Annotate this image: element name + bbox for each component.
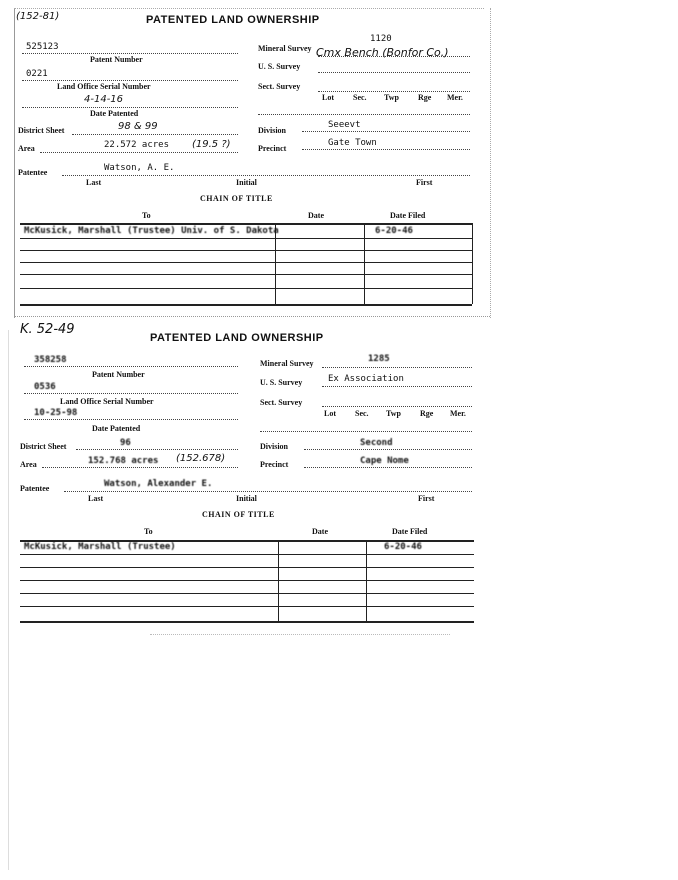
sect-survey-blank-line: [258, 114, 470, 115]
chain-header-to: To: [144, 527, 153, 536]
patentee-line: [62, 175, 470, 176]
area-label: Area: [20, 460, 37, 469]
card-1-right-edge: [490, 8, 491, 318]
sect-col-lot: Lot: [322, 93, 334, 102]
chain-row-line: [20, 593, 474, 594]
us-survey-label: U. S. Survey: [258, 62, 301, 71]
date-patented-line: [24, 419, 238, 420]
chain-header-date: Date: [308, 211, 324, 220]
name-part-initial: Initial: [236, 494, 257, 503]
name-part-initial: Initial: [236, 178, 257, 187]
card-1-bottom-edge: [14, 316, 490, 317]
chain-of-title-heading: CHAIN OF TITLE: [202, 510, 275, 519]
district-sheet-line: [76, 449, 238, 450]
patent-number-line: [22, 53, 238, 54]
patent-number-label: Patent Number: [92, 370, 145, 379]
sect-col-mer: Mer.: [447, 93, 463, 102]
area-hand-note: (152.678): [176, 453, 226, 464]
mineral-survey-hand-note: Cmx Bench (Bonfor Co.): [316, 46, 449, 59]
serial-number-value: 0536: [34, 382, 56, 392]
sect-col-mer: Mer.: [450, 409, 466, 418]
mineral-survey-line: [322, 367, 472, 368]
card-title: PATENTED LAND OWNERSHIP: [146, 14, 320, 26]
chain-row-to: McKusick, Marshall (Trustee) Univ. of S. Dakota: [24, 226, 279, 236]
district-sheet-label: District Sheet: [18, 126, 65, 135]
chain-row-filed: 6-20-46: [375, 226, 413, 236]
name-part-first: First: [416, 178, 433, 187]
us-survey-line: [318, 72, 470, 73]
patentee-value: Watson, Alexander E.: [104, 479, 213, 489]
serial-number-line: [24, 393, 238, 394]
chain-row-line: [20, 554, 474, 555]
patentee-value: Watson, A. E.: [104, 163, 175, 173]
card-1-left-edge: [14, 8, 15, 318]
name-part-last: Last: [86, 178, 102, 187]
us-survey-line: [322, 386, 472, 387]
chain-header-date-filed: Date Filed: [392, 527, 428, 536]
date-patented-label: Date Patented: [92, 424, 141, 433]
area-line: [42, 467, 238, 468]
us-survey-value: Ex Association: [328, 374, 404, 384]
mineral-survey-line: [318, 56, 470, 57]
sect-col-lot: Lot: [324, 409, 336, 418]
division-value: Seeevt: [328, 120, 361, 130]
date-patented-value: 10-25-98: [34, 408, 78, 418]
area-label: Area: [18, 144, 35, 153]
district-sheet-label: District Sheet: [20, 442, 67, 451]
chain-header-to: To: [142, 211, 151, 220]
area-value: 22.572 acres: [104, 140, 170, 150]
sect-survey-label: Sect. Survey: [258, 82, 301, 91]
chain-row-to: McKusick, Marshall (Trustee): [24, 542, 176, 552]
sect-col-sec: Sec.: [353, 93, 367, 102]
sect-col-twp: Twp: [386, 409, 401, 418]
card-1-top-edge: [14, 8, 484, 9]
division-line: [302, 131, 470, 132]
chain-col-divider: [472, 223, 473, 304]
chain-row-line: [20, 274, 472, 275]
chain-of-title-heading: CHAIN OF TITLE: [200, 194, 273, 203]
area-value: 152.768 acres: [88, 456, 159, 466]
mineral-survey-value: 1120: [370, 34, 392, 44]
mineral-survey-label: Mineral Survey: [258, 44, 312, 53]
corner-note: K. 52-49: [20, 322, 75, 337]
division-line: [304, 449, 472, 450]
chain-row-line: [20, 567, 474, 568]
date-patented-label: Date Patented: [90, 109, 139, 118]
patent-number-value: 358258: [34, 355, 67, 365]
division-label: Division: [258, 126, 287, 135]
precinct-value: Cape Nome: [360, 456, 409, 466]
name-part-last: Last: [88, 494, 104, 503]
sect-col-twp: Twp: [384, 93, 399, 102]
chain-bottom-rule: [20, 621, 474, 623]
card-2-bottom-edge: [150, 634, 450, 635]
chain-row-line: [20, 238, 472, 239]
chain-header-date: Date: [312, 527, 328, 536]
division-value: Second: [360, 438, 393, 448]
chain-header-date-filed: Date Filed: [390, 211, 426, 220]
precinct-value: Gate Town: [328, 138, 377, 148]
sect-survey-label: Sect. Survey: [260, 398, 303, 407]
chain-row-filed: 6-20-46: [384, 542, 422, 552]
date-patented-value: 4-14-16: [84, 94, 124, 105]
patent-number-value: 525123: [26, 42, 59, 52]
patentee-label: Patentee: [18, 168, 48, 177]
chain-row-line: [20, 580, 474, 581]
division-label: Division: [260, 442, 289, 451]
precinct-line: [302, 149, 470, 150]
patentee-label: Patentee: [20, 484, 50, 493]
patent-number-label: Patent Number: [90, 55, 143, 64]
precinct-label: Precinct: [260, 460, 289, 469]
chain-row-line: [20, 288, 472, 289]
serial-number-line: [22, 80, 238, 81]
sect-col-sec: Sec.: [355, 409, 369, 418]
chain-row-line: [20, 250, 472, 251]
chain-col-divider: [278, 540, 279, 621]
sect-col-rge: Rge: [418, 93, 432, 102]
chain-bottom-rule: [20, 304, 472, 306]
mineral-survey-label: Mineral Survey: [260, 359, 314, 368]
date-patented-line: [22, 107, 238, 108]
sect-col-rge: Rge: [420, 409, 434, 418]
area-hand-note: (19.5 ?): [192, 139, 231, 150]
precinct-label: Precinct: [258, 144, 287, 153]
chain-top-rule: [20, 223, 472, 225]
chain-col-divider: [364, 223, 365, 304]
serial-number-value: 0221: [26, 69, 48, 79]
district-sheet-line: [72, 134, 238, 135]
patent-number-line: [24, 366, 238, 367]
chain-row-line: [20, 606, 474, 607]
scan-left-edge: [8, 330, 9, 870]
corner-note: (152-81): [16, 11, 60, 22]
patentee-line: [64, 491, 472, 492]
name-part-first: First: [418, 494, 435, 503]
district-sheet-value: 98 & 99: [118, 121, 158, 132]
sect-survey-line: [318, 91, 470, 92]
us-survey-label: U. S. Survey: [260, 378, 303, 387]
precinct-line: [304, 467, 472, 468]
mineral-survey-value: 1285: [368, 354, 390, 364]
area-line: [40, 152, 238, 153]
sect-survey-line: [322, 406, 472, 407]
chain-row-line: [20, 262, 472, 263]
serial-number-label: Land Office Serial Number: [57, 82, 151, 91]
district-sheet-value: 96: [120, 438, 131, 448]
card-title: PATENTED LAND OWNERSHIP: [150, 332, 324, 344]
serial-number-label: Land Office Serial Number: [60, 397, 154, 406]
sect-survey-blank-line: [260, 431, 472, 432]
chain-col-divider: [366, 540, 367, 621]
